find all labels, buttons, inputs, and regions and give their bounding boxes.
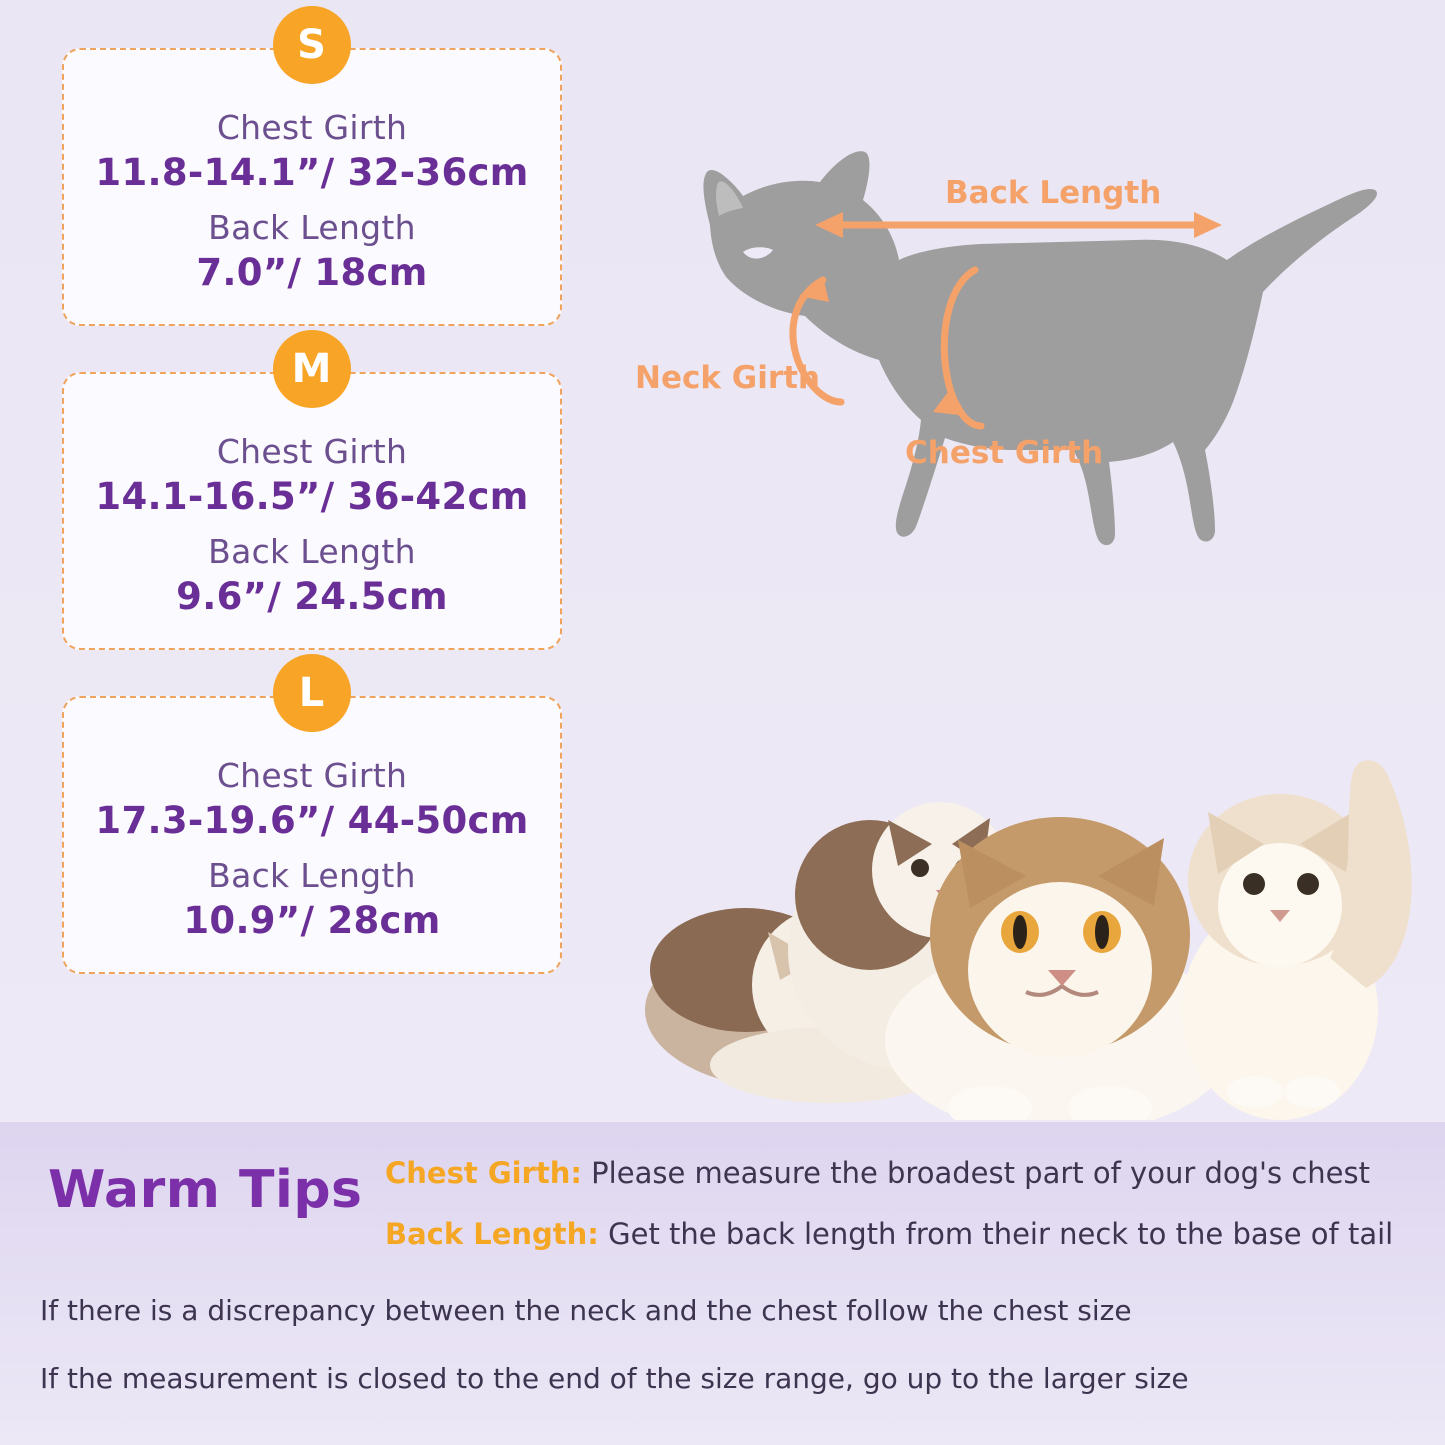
- diagram-neck-girth-label: Neck Girth: [635, 360, 821, 396]
- chest-girth-value: 17.3-19.6”/ 44-50cm: [95, 799, 529, 842]
- kittens-photo: [640, 720, 1430, 1120]
- diagram-chest-girth-label: Chest Girth: [905, 435, 1104, 471]
- back-length-value: 7.0”/ 18cm: [196, 251, 428, 294]
- warm-tips-section: [0, 1122, 1445, 1445]
- tip-chest-girth-text: Please measure the broadest part of your dog's chest: [581, 1156, 1370, 1190]
- size-badge-s: S: [273, 6, 351, 84]
- tip-back-length-text: Get the back length from their neck to the base of tail: [598, 1217, 1394, 1251]
- diagram-back-length-label: Back Length: [945, 175, 1162, 211]
- note-discrepancy: If there is a discrepancy between the neck and the chest follow the chest size: [40, 1294, 1132, 1327]
- warm-tips-title: Warm Tips: [48, 1160, 363, 1220]
- chest-girth-label: Chest Girth: [216, 432, 408, 471]
- back-length-label: Back Length: [208, 208, 416, 247]
- tip-chest-girth-key: Chest Girth:: [385, 1156, 582, 1190]
- back-length-label: Back Length: [208, 856, 416, 895]
- chest-girth-value: 11.8-14.1”/ 32-36cm: [95, 151, 529, 194]
- back-length-label: Back Length: [208, 532, 416, 571]
- chest-girth-value: 14.1-16.5”/ 36-42cm: [95, 475, 529, 518]
- back-length-value: 9.6”/ 24.5cm: [176, 575, 448, 618]
- size-card-s: [62, 22, 562, 326]
- size-card-l: [62, 670, 562, 974]
- size-badge-l: L: [273, 654, 351, 732]
- tip-back-length: [385, 1217, 1393, 1251]
- kittens-group-icon: [640, 720, 1430, 1120]
- size-card-m: [62, 346, 562, 650]
- cat-measurement-diagram: [615, 120, 1415, 620]
- note-size-range: If the measurement is closed to the end of the size range, go up to the larger size: [40, 1362, 1189, 1395]
- size-card-list: [62, 22, 562, 1020]
- size-badge-m: M: [273, 330, 351, 408]
- tip-chest-girth: [385, 1156, 1370, 1190]
- back-length-value: 10.9”/ 28cm: [183, 899, 441, 942]
- chest-girth-label: Chest Girth: [216, 756, 408, 795]
- tip-back-length-key: Back Length:: [385, 1217, 599, 1251]
- chest-girth-label: Chest Girth: [216, 108, 408, 147]
